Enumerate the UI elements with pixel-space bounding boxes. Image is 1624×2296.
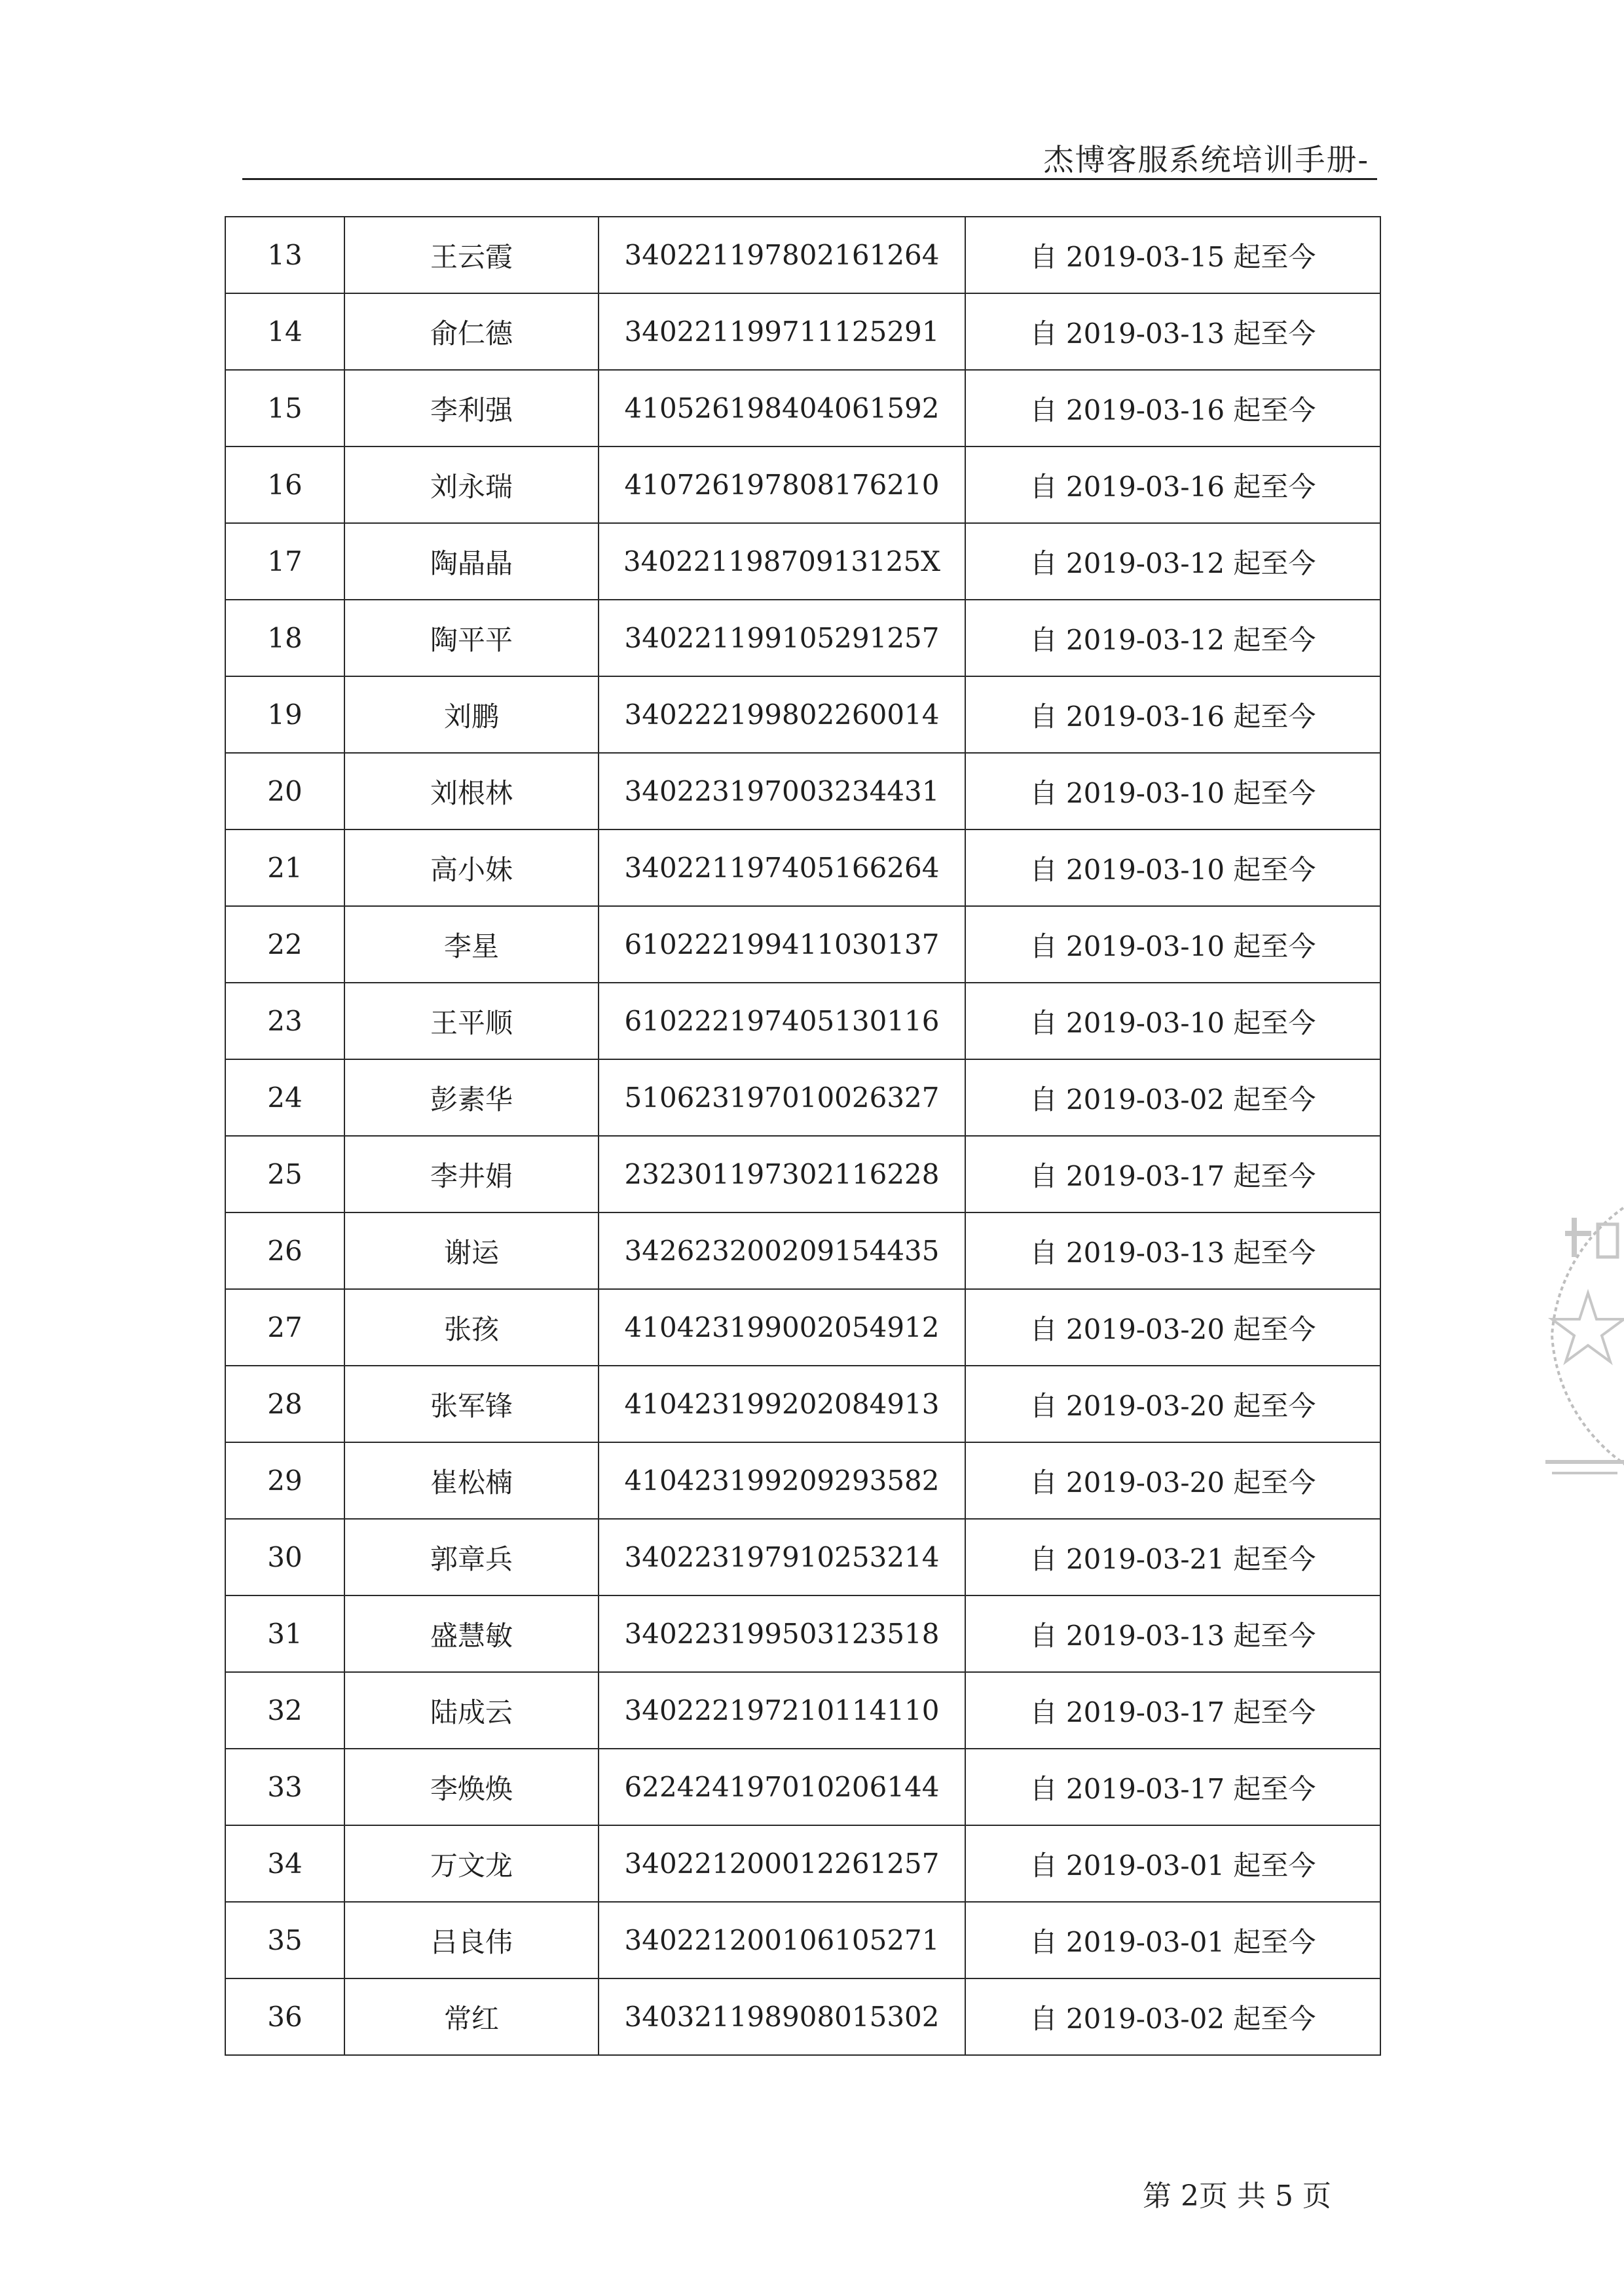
table-row: [225, 1519, 1380, 1595]
table-row: [225, 1366, 1380, 1442]
table-row: [225, 1442, 1380, 1519]
row-number-cell: 14: [225, 293, 344, 370]
id-number-cell: 340221200106105271: [599, 1902, 965, 1978]
row-number-cell: 19: [225, 676, 344, 753]
period-cell: 自 2019-03-10 起至今: [965, 906, 1380, 983]
period-cell: 自 2019-03-13 起至今: [965, 1595, 1380, 1672]
row-number-cell: 28: [225, 1366, 344, 1442]
official-seal-icon: [1526, 1152, 1624, 1519]
period-cell: 自 2019-03-01 起至今: [965, 1825, 1380, 1902]
row-number-cell: 27: [225, 1289, 344, 1366]
row-number-cell: 21: [225, 829, 344, 906]
table-row: [225, 1595, 1380, 1672]
name-cell: 俞仁德: [344, 293, 599, 370]
row-number-cell: 30: [225, 1519, 344, 1595]
row-number-cell: 16: [225, 446, 344, 523]
name-cell: 常红: [344, 1978, 599, 2055]
table-row: [225, 676, 1380, 753]
name-cell: 盛慧敏: [344, 1595, 599, 1672]
period-cell: 自 2019-03-20 起至今: [965, 1442, 1380, 1519]
table-row: [225, 753, 1380, 829]
row-number-cell: 13: [225, 217, 344, 293]
name-cell: 万文龙: [344, 1825, 599, 1902]
period-cell: 自 2019-03-16 起至今: [965, 370, 1380, 446]
name-cell: 李星: [344, 906, 599, 983]
row-number-cell: 35: [225, 1902, 344, 1978]
id-number-cell: 340221199711125291: [599, 293, 965, 370]
row-number-cell: 22: [225, 906, 344, 983]
table-row: [225, 1749, 1380, 1825]
table-row: [225, 983, 1380, 1059]
table-row: [225, 1978, 1380, 2055]
name-cell: 郭章兵: [344, 1519, 599, 1595]
table-row: [225, 1902, 1380, 1978]
id-number-cell: 510623197010026327: [599, 1059, 965, 1136]
id-number-cell: 34022119870913125X: [599, 523, 965, 600]
table-row: [225, 523, 1380, 600]
page-footer: [0, 2172, 1624, 2212]
period-cell: 自 2019-03-13 起至今: [965, 293, 1380, 370]
row-number-cell: 29: [225, 1442, 344, 1519]
name-cell: 刘永瑞: [344, 446, 599, 523]
table-row: [225, 1825, 1380, 1902]
name-cell: 张军锋: [344, 1366, 599, 1442]
row-number-cell: 23: [225, 983, 344, 1059]
table-row: [225, 446, 1380, 523]
id-number-cell: 340221197405166264: [599, 829, 965, 906]
period-cell: 自 2019-03-02 起至今: [965, 1059, 1380, 1136]
name-cell: 崔松楠: [344, 1442, 599, 1519]
period-cell: 自 2019-03-17 起至今: [965, 1749, 1380, 1825]
table-row: [225, 293, 1380, 370]
id-number-cell: 340223197003234431: [599, 753, 965, 829]
period-cell: 自 2019-03-17 起至今: [965, 1136, 1380, 1212]
period-cell: 自 2019-03-17 起至今: [965, 1672, 1380, 1749]
period-cell: 自 2019-03-01 起至今: [965, 1902, 1380, 1978]
id-number-cell: 410526198404061592: [599, 370, 965, 446]
row-number-cell: 33: [225, 1749, 344, 1825]
name-cell: 王云霞: [344, 217, 599, 293]
row-number-cell: 26: [225, 1212, 344, 1289]
name-cell: 李井娟: [344, 1136, 599, 1212]
id-number-cell: 342623200209154435: [599, 1212, 965, 1289]
period-cell: 自 2019-03-12 起至今: [965, 600, 1380, 676]
row-number-cell: 15: [225, 370, 344, 446]
period-cell: 自 2019-03-10 起至今: [965, 829, 1380, 906]
row-number-cell: 36: [225, 1978, 344, 2055]
id-number-cell: 232301197302116228: [599, 1136, 965, 1212]
table-row: [225, 1212, 1380, 1289]
id-number-cell: 340221200012261257: [599, 1825, 965, 1902]
table-row: [225, 217, 1380, 293]
name-cell: 高小妹: [344, 829, 599, 906]
id-number-cell: 410423199202084913: [599, 1366, 965, 1442]
name-cell: 王平顺: [344, 983, 599, 1059]
name-cell: 刘根林: [344, 753, 599, 829]
name-cell: 吕良伟: [344, 1902, 599, 1978]
name-cell: 张孩: [344, 1289, 599, 1366]
id-number-cell: 340222199802260014: [599, 676, 965, 753]
id-number-cell: 340222197210114110: [599, 1672, 965, 1749]
period-cell: 自 2019-03-02 起至今: [965, 1978, 1380, 2055]
name-cell: 陆成云: [344, 1672, 599, 1749]
table-row: [225, 1289, 1380, 1366]
table-row: [225, 1059, 1380, 1136]
page-number: 第 2页 共 5 页: [1143, 2179, 1331, 2213]
id-number-cell: 340321198908015302: [599, 1978, 965, 2055]
id-number-cell: 340223199503123518: [599, 1595, 965, 1672]
name-cell: 李焕焕: [344, 1749, 599, 1825]
id-number-cell: 410726197808176210: [599, 446, 965, 523]
name-cell: 谢运: [344, 1212, 599, 1289]
name-cell: 陶平平: [344, 600, 599, 676]
table-row: [225, 906, 1380, 983]
period-cell: 自 2019-03-10 起至今: [965, 983, 1380, 1059]
table-row: [225, 370, 1380, 446]
header-title: 杰博客服系统培训手册-: [1043, 142, 1369, 177]
row-number-cell: 20: [225, 753, 344, 829]
period-cell: 自 2019-03-20 起至今: [965, 1366, 1380, 1442]
roster-table-wrapper: [225, 216, 1380, 2056]
id-number-cell: 340221197802161264: [599, 217, 965, 293]
id-number-cell: 340223197910253214: [599, 1519, 965, 1595]
roster-table: [225, 216, 1381, 2056]
name-cell: 李利强: [344, 370, 599, 446]
period-cell: 自 2019-03-21 起至今: [965, 1519, 1380, 1595]
period-cell: 自 2019-03-16 起至今: [965, 446, 1380, 523]
row-number-cell: 17: [225, 523, 344, 600]
row-number-cell: 25: [225, 1136, 344, 1212]
row-number-cell: 32: [225, 1672, 344, 1749]
period-cell: 自 2019-03-12 起至今: [965, 523, 1380, 600]
id-number-cell: 340221199105291257: [599, 600, 965, 676]
row-number-cell: 34: [225, 1825, 344, 1902]
id-number-cell: 610222197405130116: [599, 983, 965, 1059]
period-cell: 自 2019-03-16 起至今: [965, 676, 1380, 753]
id-number-cell: 410423199209293582: [599, 1442, 965, 1519]
name-cell: 陶晶晶: [344, 523, 599, 600]
period-cell: 自 2019-03-15 起至今: [965, 217, 1380, 293]
id-number-cell: 622424197010206144: [599, 1749, 965, 1825]
id-number-cell: 410423199002054912: [599, 1289, 965, 1366]
table-row: [225, 600, 1380, 676]
row-number-cell: 31: [225, 1595, 344, 1672]
page-header: [242, 131, 1377, 180]
period-cell: 自 2019-03-10 起至今: [965, 753, 1380, 829]
id-number-cell: 610222199411030137: [599, 906, 965, 983]
table-row: [225, 1136, 1380, 1212]
period-cell: 自 2019-03-20 起至今: [965, 1289, 1380, 1366]
period-cell: 自 2019-03-13 起至今: [965, 1212, 1380, 1289]
table-row: [225, 829, 1380, 906]
roster-table-body: [225, 217, 1380, 2055]
table-row: [225, 1672, 1380, 1749]
name-cell: 彭素华: [344, 1059, 599, 1136]
name-cell: 刘鹏: [344, 676, 599, 753]
row-number-cell: 24: [225, 1059, 344, 1136]
row-number-cell: 18: [225, 600, 344, 676]
